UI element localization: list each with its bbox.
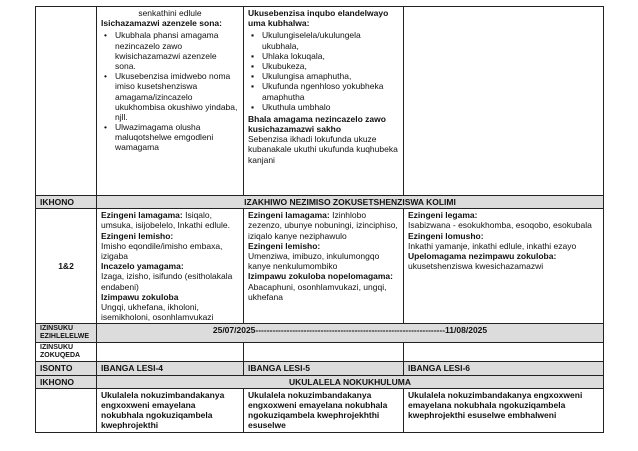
label: Incazelo yamagama: <box>101 261 184 272</box>
col1-bullet-list <box>101 30 239 152</box>
text: Isiqalo, umsuka, isijobelelo, Inkathi edlule. <box>101 210 230 231</box>
top-col2-cell <box>244 7 404 196</box>
label: Ezingeni lemisho: <box>248 240 321 251</box>
last-cell: Ukulalela nokuzimbandakanya engxoxweni emayelana nokubhala ngokuziqambela kwephrojekthi esuselwe embhalweni <box>404 388 604 432</box>
sonto-row <box>36 362 604 375</box>
text: Inkathi yamanje, inkathi edlule, inkathi ezayo <box>408 240 577 251</box>
top-row-label-cell <box>36 7 97 196</box>
ikhono2-title: UKULALELA NOKUKHULUMA <box>97 375 604 388</box>
date-row <box>36 324 604 343</box>
label: Ezingeni lomusho: <box>408 230 484 241</box>
top-col1-cell <box>97 7 244 196</box>
week-label: 1&2 <box>36 209 97 324</box>
last-row-label-cell <box>36 388 97 432</box>
list-item: • Ulwazimagama olusha maluqotshelwe emgodleni wamagama <box>115 122 239 153</box>
last-cell: Ukulalela nokuzimbandakanya engxoxweni emayelana nokubhala ngokuziqambela kwephrojekthi <box>97 388 244 432</box>
text: Ungqi, ukhefana, ikholoni, isemikholoni, osonhlamvukazi <box>101 301 214 323</box>
list-item: ▪ Ukuthula umbhalo <box>262 102 399 112</box>
text: Abacaphuni, osonhlamvukazi, ungqi, ukhefana <box>248 281 387 302</box>
empty-cell <box>404 343 604 362</box>
list-item: ▪ Ukulungisa amaphutha, <box>262 71 399 81</box>
label: Upelomagama nezimpawu zokuloba: <box>408 250 557 261</box>
grade-header: IBANGA LESI-5 <box>244 362 404 375</box>
label: Ezingeni legama: <box>408 210 478 221</box>
text: Izaga, izisho, isifundo (esitholakala endabeni) <box>101 271 233 292</box>
list-item: ▪ Ukufunda ngenhloso yokubheka amaphutha <box>262 81 399 101</box>
lead-text: senkathini edlule <box>138 8 202 18</box>
lesson-plan-table <box>35 6 604 433</box>
top-col3-cell <box>404 7 604 196</box>
grade-header: IBANGA LESI-4 <box>97 362 244 375</box>
list-item: • Ukubhala phansi amagama nezincazelo zawo kwisichazamazwi azenzele sona. <box>115 30 239 71</box>
text: Imisho eqondile/imisho embaxa, izigaba <box>101 240 223 261</box>
col1-heading: Isichazamazwi azenzele sona: <box>101 18 222 29</box>
empty-cell <box>97 343 244 362</box>
text: Umenziwa, imibuzo, inkulumongqo kanye nenkulumombiko <box>248 250 380 272</box>
sonto-label: ISONTO <box>36 362 97 375</box>
main-col3-cell <box>404 209 604 324</box>
label: Ezingeni lamagama: <box>248 210 330 221</box>
col2-bullet-list <box>248 30 399 112</box>
date-label: IZINSUKU EZIHLELELWE <box>36 324 97 343</box>
list-item: ▪ Ukulungiselela/ukulungela ukubhala, <box>262 30 399 50</box>
list-item: • Ukusebenzisa imidwebo noma imiso kusetshenziswa amagama/izincazelo ukukhombisa okushiwo yindaba, njll. <box>115 71 239 122</box>
ikhono2-label: IKHONO <box>36 375 97 388</box>
col2-heading: Ukusebenzisa inqubo elandelwayo uma kubhalwa: <box>248 8 389 29</box>
ikhono2-row <box>36 375 604 388</box>
last-cell: Ukulalela nokuzimbandakanya engxoxweni emayelana nokubhala ngokuziqambela kwephrojekhthi esuselwe <box>244 388 404 432</box>
list-item: ▪ Uhlaka lokuqala, <box>262 51 399 61</box>
label: Izimpawu zokuloba nopelomagama: <box>248 271 393 282</box>
ikhono-row <box>36 196 604 209</box>
ikhono-title: IZAKHIWO NEZIMISO ZOKUSETSHENZISWA KOLIMI <box>97 196 604 209</box>
label: Izimpawu zokuloba <box>101 291 179 302</box>
date-range: 25/07/2025-------------------------------------------------------------------11/08/2025 <box>97 324 604 343</box>
zokuqeda-row <box>36 343 604 362</box>
main-col1-line1 <box>101 210 239 230</box>
label: Ezingeni lamagama: <box>101 210 183 221</box>
grade-header: IBANGA LESI-6 <box>404 362 604 375</box>
label: Ezingeni lemisho: <box>101 230 174 241</box>
list-item: ▪ Ukubukeza, <box>262 61 399 71</box>
text: ukusetshenziswa kwesichazamazwi <box>408 261 544 272</box>
main-col1-cell <box>97 209 244 324</box>
text: Izinhlobo zezenzo, ubunye nobuningi, izinciphiso, iziqalo kanye neziphawulo <box>248 210 398 241</box>
main-col2-line1 <box>248 210 399 241</box>
main-row <box>36 209 604 324</box>
empty-cell <box>244 343 404 362</box>
ikhono-label: IKHONO <box>36 196 97 209</box>
zokuqeda-label: IZINSUKU ZOKUQEDA <box>36 343 97 362</box>
top-row <box>36 7 604 196</box>
main-col2-cell <box>244 209 404 324</box>
text: Isabizwana - esokukhomba, esoqobo, esokubala <box>408 220 592 231</box>
last-row <box>36 388 604 432</box>
col2-sub-text: Sebenzisa ikhadi lokufunda ukuze kubanakale ukuthi ukufunda kuqhubeka kanjani <box>248 134 398 165</box>
col2-sub-heading: Bhala amagama nezincazelo zawo kusichazamazwi sakho <box>248 113 386 135</box>
